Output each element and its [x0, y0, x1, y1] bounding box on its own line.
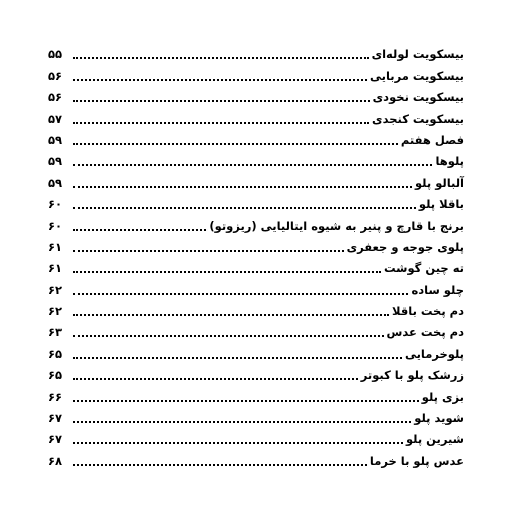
toc-entry[interactable]	[48, 147, 464, 168]
toc-entry-title: ته چین گوشت	[383, 261, 464, 276]
dot-leader	[73, 260, 381, 273]
toc-entry[interactable]	[48, 254, 464, 275]
toc-entry-title: بیسکویت لوله‌ای	[371, 47, 464, 62]
dot-leader	[73, 410, 411, 423]
dot-leader	[73, 46, 369, 59]
toc-entry[interactable]	[48, 339, 464, 360]
dot-leader	[73, 196, 416, 209]
toc-entry-page: ۵۶	[48, 68, 63, 83]
toc-entry-title: چلو ساده	[411, 282, 464, 297]
toc-entry-title: شیرین پلو	[405, 432, 464, 447]
toc-entry[interactable]	[48, 275, 464, 296]
dot-leader	[73, 367, 358, 380]
toc-entry[interactable]	[48, 40, 464, 61]
toc-entry[interactable]	[48, 297, 464, 318]
toc-entry-page: ۶۳	[48, 325, 63, 340]
toc-entry-page: ۵۹	[48, 132, 63, 147]
toc-entry-page: ۶۱	[48, 239, 63, 254]
dot-leader	[73, 453, 367, 466]
dot-leader	[73, 389, 419, 402]
toc-entry[interactable]	[48, 404, 464, 425]
dot-leader	[73, 218, 206, 231]
table-of-contents	[48, 40, 464, 468]
toc-entry-title: زرشک پلو با کبوتر	[360, 368, 464, 383]
dot-leader	[73, 431, 403, 444]
toc-entry-page: ۵۷	[48, 111, 63, 126]
toc-entry-title: پلوی جوجه و جعفری	[346, 239, 464, 254]
toc-entry-page: ۶۲	[48, 282, 63, 297]
toc-entry[interactable]	[48, 61, 464, 82]
toc-entry-page: ۶۵	[48, 368, 63, 383]
toc-entry-page: ۶۱	[48, 261, 63, 276]
toc-entry-title: آلبالو پلو	[414, 175, 464, 190]
toc-entry-page: ۵۶	[48, 90, 63, 105]
toc-entry-title: برنج با قارچ و پنیر به شیوه ایتالیایی (ریزوتو)	[209, 218, 464, 233]
dot-leader	[73, 239, 344, 252]
toc-entry-title: دم پخت عدس	[386, 325, 464, 340]
toc-entry-title: بیسکویت کنجدی	[372, 111, 464, 126]
toc-entry[interactable]	[48, 382, 464, 403]
toc-entry[interactable]	[48, 211, 464, 232]
toc-entry[interactable]	[48, 104, 464, 125]
toc-entry-title: پلوخرمایی	[404, 346, 464, 361]
toc-entry-page: ۶۰	[48, 197, 63, 212]
toc-entry-title: بیسکویت مربایی	[370, 68, 464, 83]
toc-entry[interactable]	[48, 233, 464, 254]
toc-entry[interactable]	[48, 425, 464, 446]
toc-entry-page: ۶۵	[48, 346, 63, 361]
toc-entry-page: ۵۹	[48, 154, 63, 169]
toc-entry-title: شوید پلو	[414, 411, 464, 426]
toc-entry-page: ۶۲	[48, 304, 63, 319]
dot-leader	[73, 89, 370, 102]
toc-entry-page: ۶۸	[48, 453, 63, 468]
toc-entry-page: ۶۷	[48, 411, 63, 426]
toc-entry-title: پلوها	[435, 154, 464, 169]
toc-entry-page: ۵۹	[48, 175, 63, 190]
toc-entry-title: دم پخت باقلا	[391, 304, 464, 319]
toc-entry-title: بیسکویت نخودی	[372, 90, 464, 105]
toc-entry-title: فصل هفتم	[400, 132, 464, 147]
toc-entry-title: عدس پلو با خرما	[369, 453, 464, 468]
dot-leader	[73, 282, 408, 295]
toc-entry[interactable]	[48, 190, 464, 211]
toc-entry[interactable]	[48, 168, 464, 189]
toc-entry[interactable]	[48, 126, 464, 147]
dot-leader	[73, 175, 412, 188]
dot-leader	[73, 68, 367, 81]
toc-entry[interactable]	[48, 446, 464, 467]
toc-entry-title: باقلا پلو	[418, 197, 464, 212]
toc-entry-page: ۶۶	[48, 389, 63, 404]
dot-leader	[73, 111, 369, 124]
toc-entry-page: ۶۰	[48, 218, 63, 233]
toc-entry-page: ۵۵	[48, 47, 63, 62]
toc-entry-page: ۶۷	[48, 432, 63, 447]
dot-leader	[73, 153, 432, 166]
dot-leader	[73, 346, 402, 359]
toc-entry[interactable]	[48, 361, 464, 382]
toc-entry[interactable]	[48, 83, 464, 104]
dot-leader	[73, 324, 384, 337]
dot-leader	[73, 132, 398, 145]
toc-entry-title: بزی پلو	[421, 389, 464, 404]
dot-leader	[73, 303, 389, 316]
toc-entry[interactable]	[48, 318, 464, 339]
